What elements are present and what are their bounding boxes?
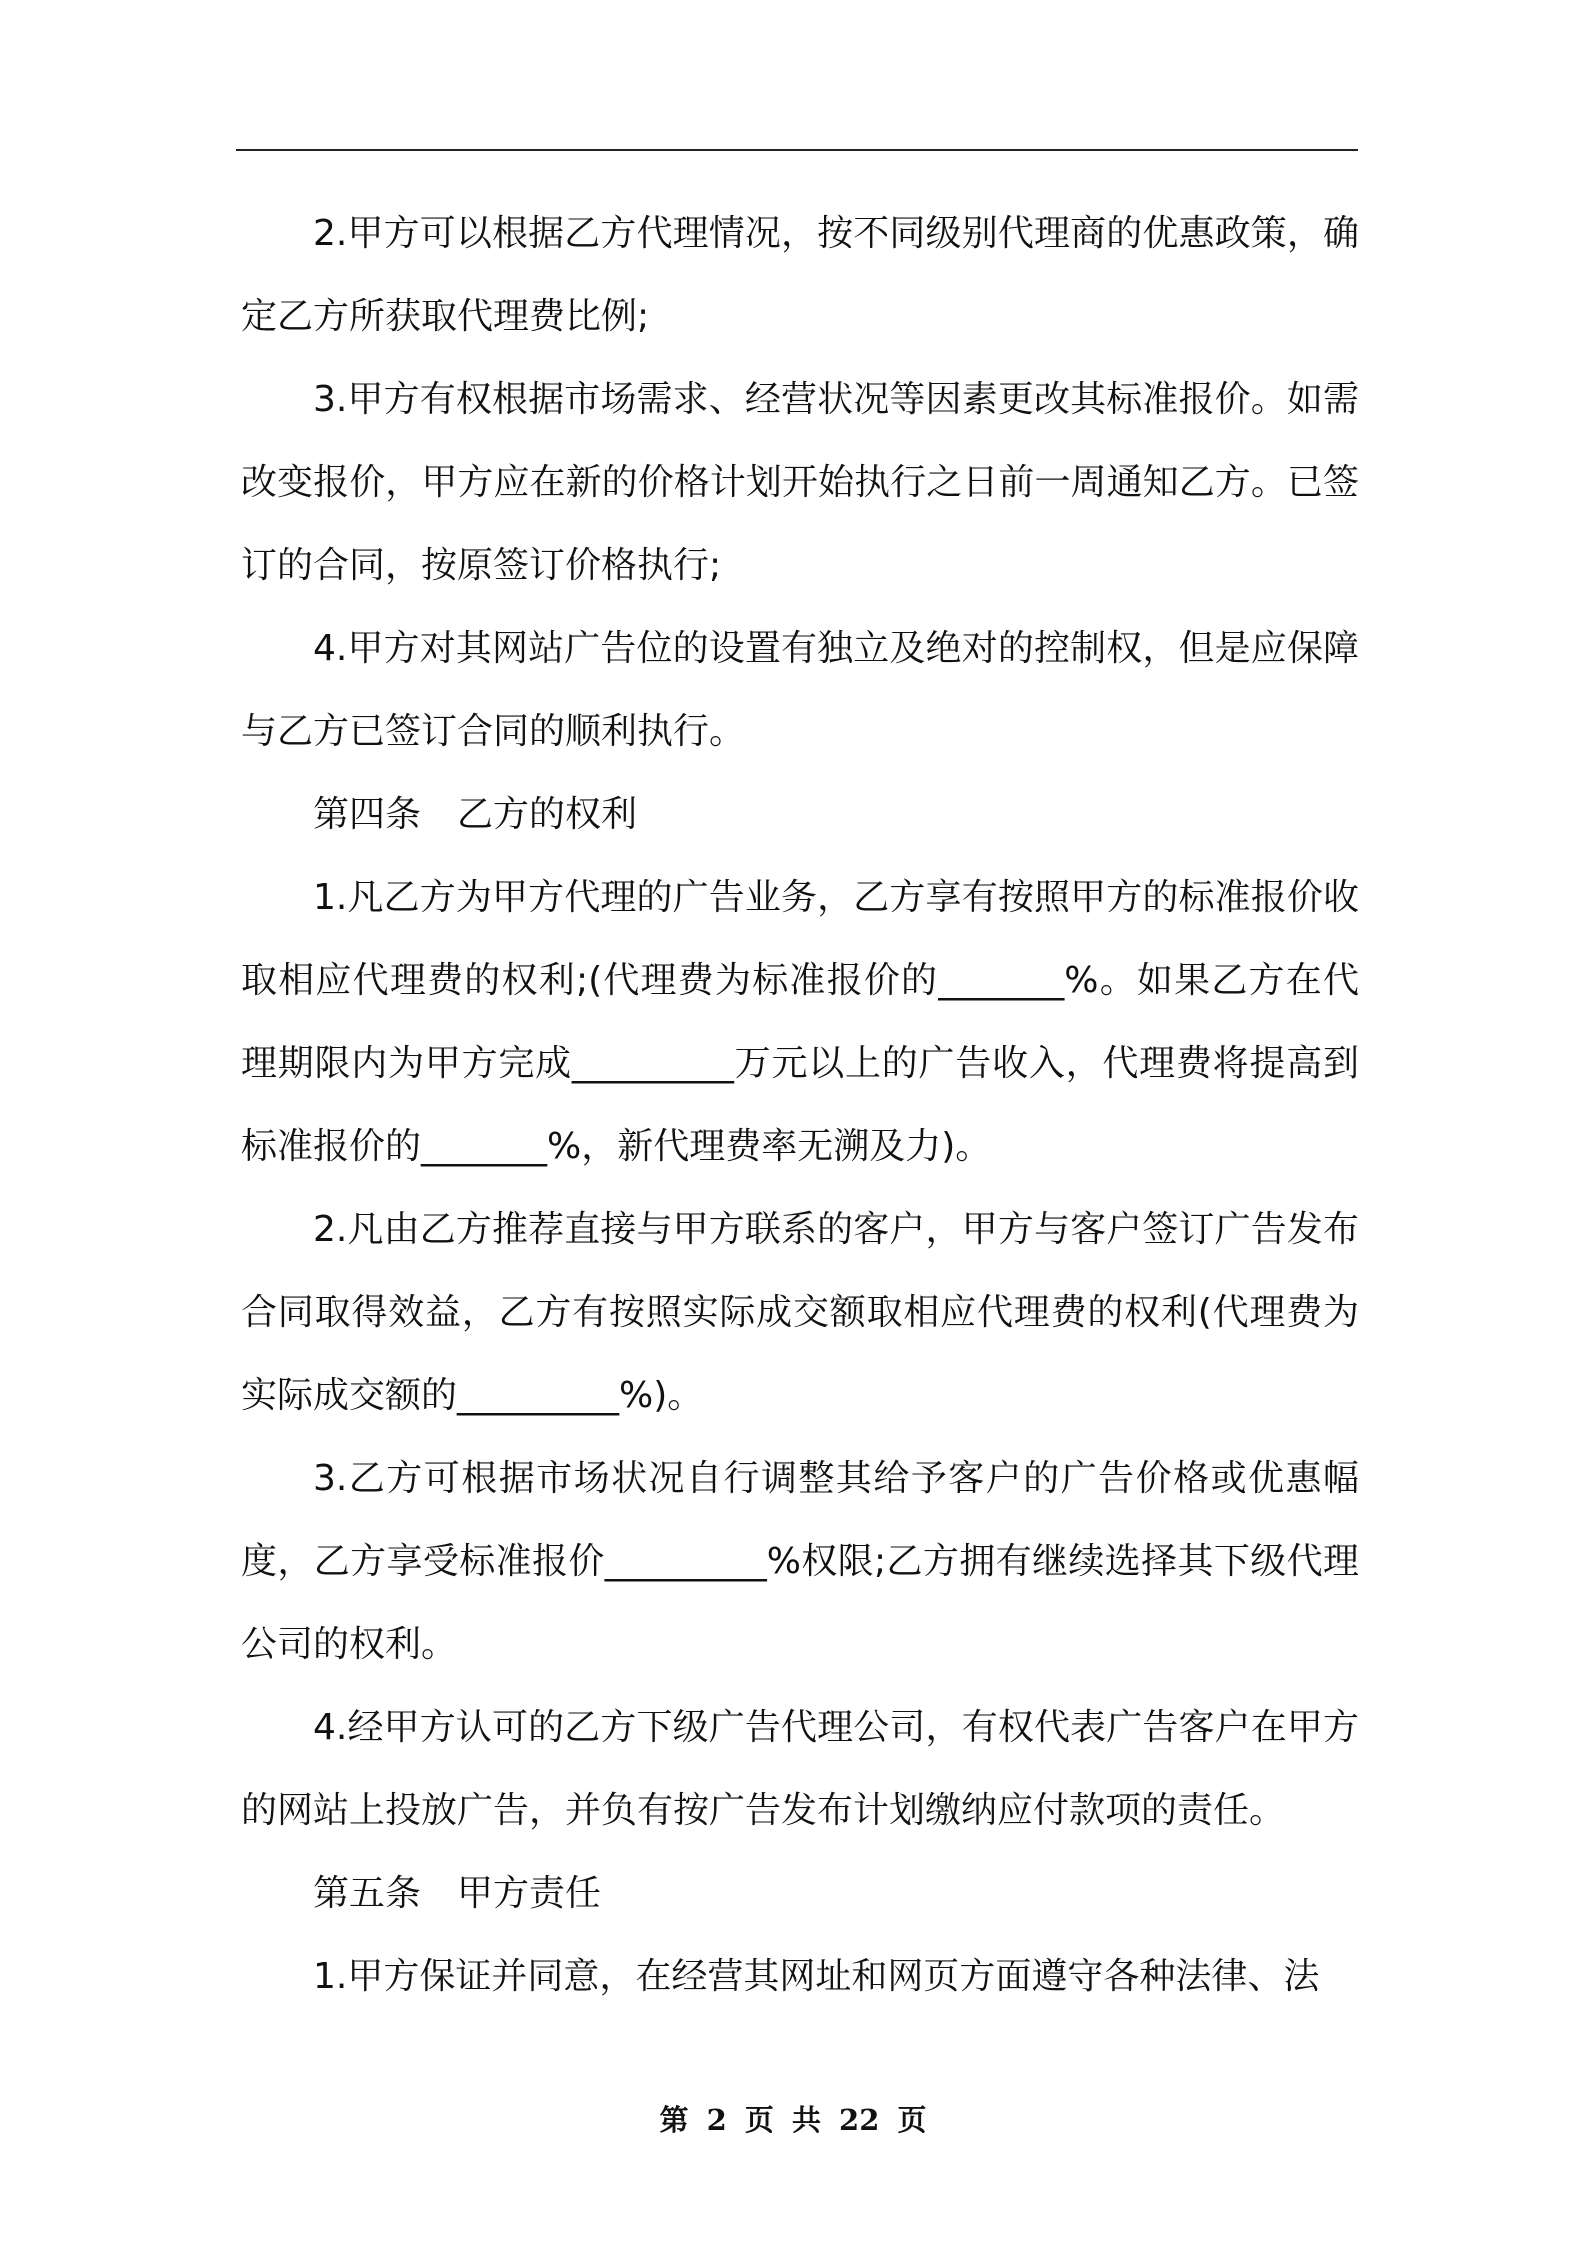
clause-paragraph: 3.乙方可根据市场状况自行调整其给予客户的广告价格或优惠幅度，乙方享受标准报价_________%权限;乙方拥有继续选择其下级代理公司的权利。: [241, 1458, 1359, 1665]
article-heading: 第四条 乙方的权利: [313, 794, 638, 835]
clause-paragraph: 1.甲方保证并同意，在经营其网址和网页方面遵守各种法律、法: [313, 1956, 1320, 1997]
clause-paragraph: 1.凡乙方为甲方代理的广告业务，乙方享有按照甲方的标准报价收取相应代理费的权利;(代理费为标准报价的_______%。如果乙方在代理期限内为甲方完成_________万元以上的广告收入，代理费将提高到标准报价的_______%，新代理费率无溯及力)。: [241, 877, 1359, 1167]
header-rule: [236, 149, 1358, 151]
document-body: [241, 192, 1359, 2018]
article-heading: 第五条 甲方责任: [313, 1873, 602, 1914]
clause-paragraph: 2.甲方可以根据乙方代理情况，按不同级别代理商的优惠政策，确定乙方所获取代理费比例;: [241, 213, 1359, 337]
clause-paragraph: 4.经甲方认可的乙方下级广告代理公司，有权代表广告客户在甲方的网站上投放广告，并负有按广告发布计划缴纳应付款项的责任。: [241, 1707, 1359, 1831]
page-number-footer: 第 2 页 共 22 页: [659, 2103, 927, 2137]
clause-paragraph: 4.甲方对其网站广告位的设置有独立及绝对的控制权，但是应保障与乙方已签订合同的顺利执行。: [241, 628, 1359, 752]
clause-paragraph: 2.凡由乙方推荐直接与甲方联系的客户，甲方与客户签订广告发布合同取得效益，乙方有按照实际成交额取相应代理费的权利(代理费为实际成交额的_________%)。: [241, 1209, 1359, 1416]
clause-paragraph: 3.甲方有权根据市场需求、经营状况等因素更改其标准报价。如需改变报价，甲方应在新的价格计划开始执行之日前一周通知乙方。已签订的合同，按原签订价格执行;: [241, 379, 1359, 586]
